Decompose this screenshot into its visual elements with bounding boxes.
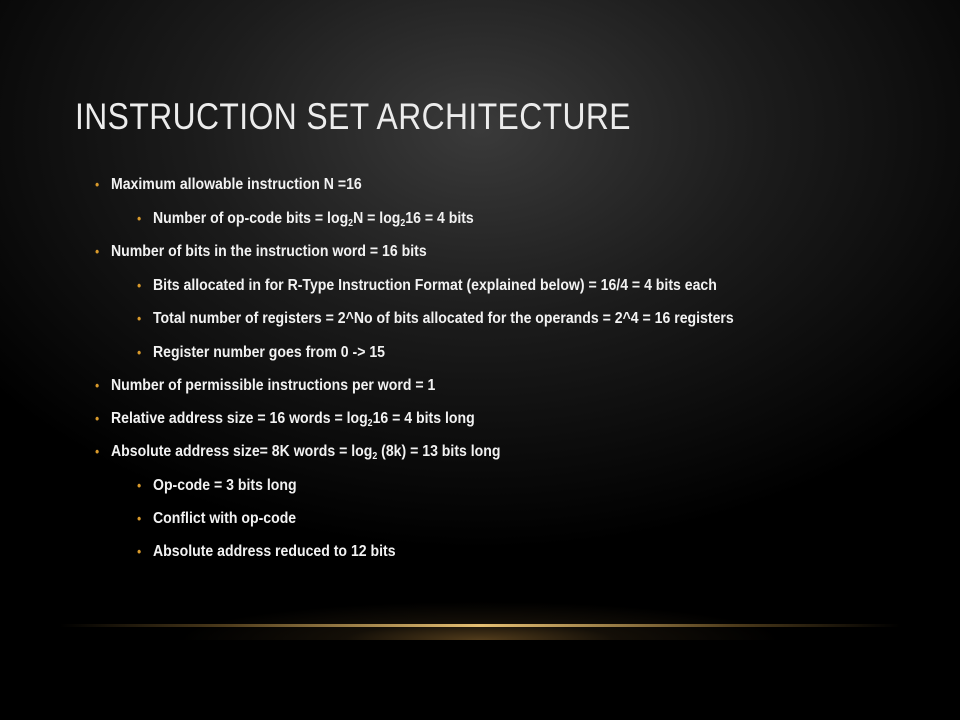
bullet-text: Number of op-code bits = $\log_2N = \log_216 = 4$ bits — [153, 210, 474, 229]
bullet-text: Number of permissible instructions per word = 1 — [111, 377, 436, 394]
bullet-icon: • — [95, 244, 100, 259]
bullet-text: Maximum allowable instruction N =16 — [111, 176, 362, 193]
bullet-icon: • — [95, 411, 100, 426]
bullet-text: Absolute address reduced to 12 bits — [153, 543, 396, 560]
bullet-text: Number of bits in the instruction word = 16 bits — [111, 243, 427, 260]
bullet-item — [137, 277, 717, 295]
bullet-icon: • — [95, 378, 100, 393]
slide-title: INSTRUCTION SET ARCHITECTURE — [75, 96, 631, 137]
bullet-item — [95, 443, 501, 462]
bullet-text: Register number goes from 0 -> 15 — [153, 344, 386, 361]
bullet-item — [137, 310, 734, 328]
bullet-text: Total number of registers = 2^No of bits allocated for the operands = 2^4 = 16 registers — [153, 310, 734, 327]
bullet-item — [137, 344, 386, 362]
bullet-text: Op-code = 3 bits long — [153, 477, 297, 494]
bullet-text: Absolute address size= 8K words = $\log_2 (8k) = 13$ bits long — [111, 443, 501, 462]
bullet-item — [137, 543, 396, 561]
bullet-icon: • — [137, 211, 142, 226]
bullet-icon: • — [95, 444, 100, 459]
bullet-item — [137, 510, 297, 528]
bullet-icon: • — [137, 478, 142, 493]
bullet-item — [137, 477, 297, 495]
bullet-text: Relative address size = 16 words = $\log_216 = 4$ bits long — [111, 410, 475, 429]
bullet-icon: • — [137, 345, 142, 360]
bullet-icon: • — [95, 177, 100, 192]
bullet-item — [95, 410, 475, 429]
bullet-item — [95, 176, 362, 194]
bullet-icon: • — [137, 511, 142, 526]
bullet-icon: • — [137, 544, 142, 559]
bullet-text: Conflict with op-code — [153, 510, 297, 527]
bullet-icon: • — [137, 278, 142, 293]
bullet-item — [95, 243, 427, 261]
bullet-text: Bits allocated in for R-Type Instruction Format (explained below) = 16/4 = 4 bits each — [153, 277, 717, 294]
bullet-icon: • — [137, 311, 142, 326]
bullet-item — [95, 377, 436, 395]
bullet-item — [137, 210, 474, 229]
